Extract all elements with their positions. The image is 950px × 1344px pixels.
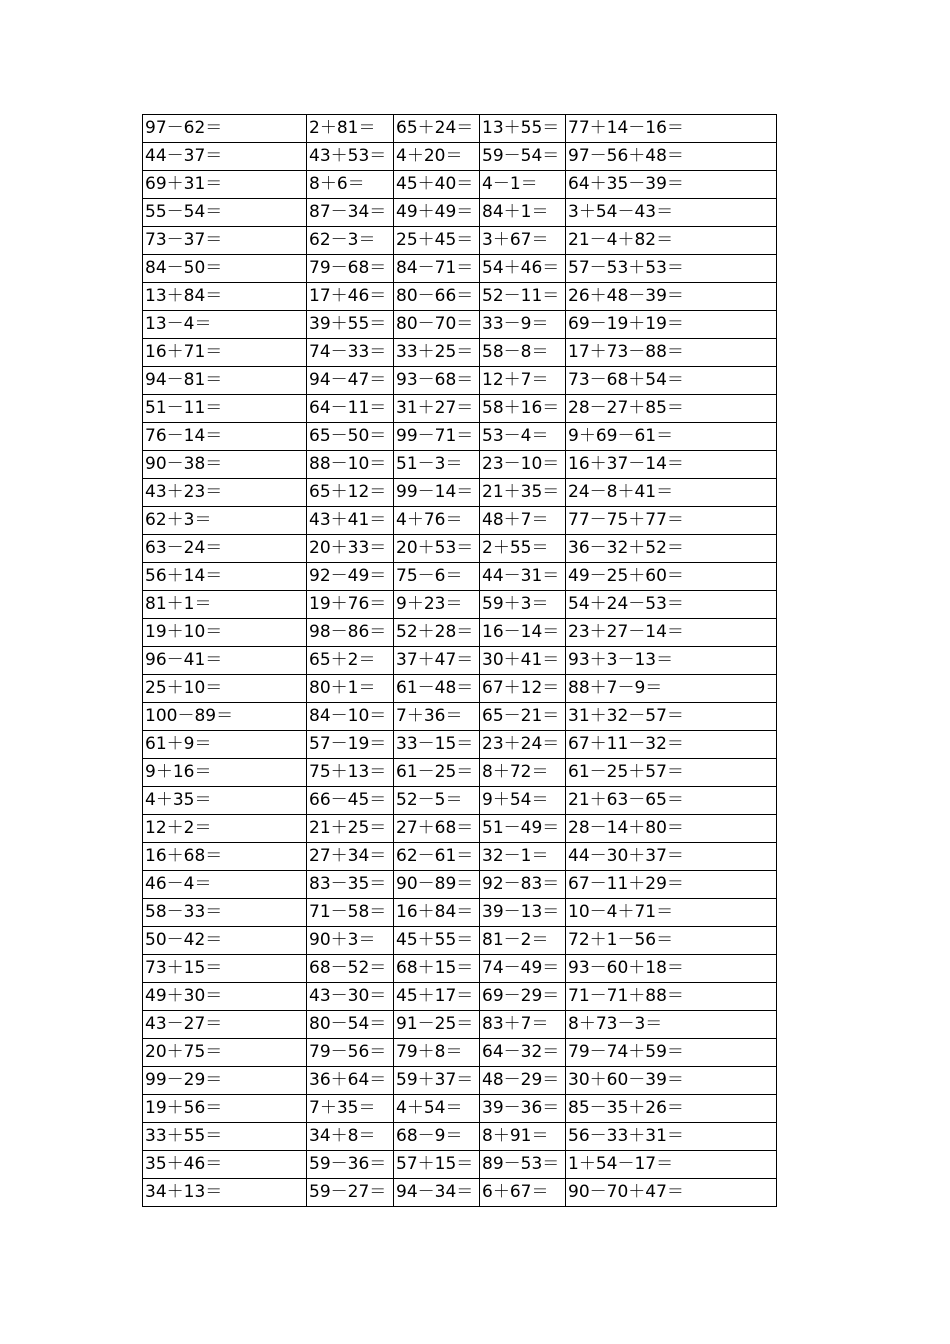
problem-cell: 74－33＝ bbox=[307, 339, 394, 367]
worksheet-row bbox=[143, 311, 777, 339]
worksheet-row bbox=[143, 339, 777, 367]
problem-cell: 97－62＝ bbox=[143, 115, 307, 143]
problem-cell: 59＋3＝ bbox=[480, 591, 566, 619]
problem-cell: 17＋73－88＝ bbox=[566, 339, 777, 367]
problem-cell: 53－4＝ bbox=[480, 423, 566, 451]
problem-cell: 79－56＝ bbox=[307, 1039, 394, 1067]
problem-cell: 9＋16＝ bbox=[143, 759, 307, 787]
worksheet-row bbox=[143, 115, 777, 143]
worksheet-row bbox=[143, 675, 777, 703]
worksheet-row bbox=[143, 1039, 777, 1067]
problem-cell: 98－86＝ bbox=[307, 619, 394, 647]
problem-cell: 99－71＝ bbox=[394, 423, 480, 451]
problem-cell: 80－70＝ bbox=[394, 311, 480, 339]
problem-cell: 91－25＝ bbox=[394, 1011, 480, 1039]
problem-cell: 73＋15＝ bbox=[143, 955, 307, 983]
problem-cell: 44－37＝ bbox=[143, 143, 307, 171]
problem-cell: 73－37＝ bbox=[143, 227, 307, 255]
problem-cell: 63－24＝ bbox=[143, 535, 307, 563]
problem-cell: 19＋10＝ bbox=[143, 619, 307, 647]
problem-cell: 13＋55＝ bbox=[480, 115, 566, 143]
problem-cell: 27＋34＝ bbox=[307, 843, 394, 871]
problem-cell: 52＋28＝ bbox=[394, 619, 480, 647]
problem-cell: 97－56＋48＝ bbox=[566, 143, 777, 171]
problem-cell: 65＋12＝ bbox=[307, 479, 394, 507]
problem-cell: 33－9＝ bbox=[480, 311, 566, 339]
problem-cell: 16＋37－14＝ bbox=[566, 451, 777, 479]
problem-cell: 75－6＝ bbox=[394, 563, 480, 591]
problem-cell: 8＋73－3＝ bbox=[566, 1011, 777, 1039]
problem-cell: 84－10＝ bbox=[307, 703, 394, 731]
problem-cell: 27＋68＝ bbox=[394, 815, 480, 843]
problem-cell: 69－29＝ bbox=[480, 983, 566, 1011]
problem-cell: 43＋23＝ bbox=[143, 479, 307, 507]
problem-cell: 52－11＝ bbox=[480, 283, 566, 311]
problem-cell: 90－89＝ bbox=[394, 871, 480, 899]
problem-cell: 84－71＝ bbox=[394, 255, 480, 283]
problem-cell: 59－54＝ bbox=[480, 143, 566, 171]
problem-cell: 62－61＝ bbox=[394, 843, 480, 871]
problem-cell: 24－8＋41＝ bbox=[566, 479, 777, 507]
problem-cell: 61－25＝ bbox=[394, 759, 480, 787]
problem-cell: 33＋55＝ bbox=[143, 1123, 307, 1151]
worksheet-row bbox=[143, 619, 777, 647]
problem-cell: 74－49＝ bbox=[480, 955, 566, 983]
worksheet-row bbox=[143, 843, 777, 871]
problem-cell: 62＋3＝ bbox=[143, 507, 307, 535]
problem-cell: 2＋55＝ bbox=[480, 535, 566, 563]
problem-cell: 4＋54＝ bbox=[394, 1095, 480, 1123]
problem-cell: 93－60＋18＝ bbox=[566, 955, 777, 983]
problem-cell: 44－30＋37＝ bbox=[566, 843, 777, 871]
problem-cell: 48＋7＝ bbox=[480, 507, 566, 535]
problem-cell: 65＋24＝ bbox=[394, 115, 480, 143]
problem-cell: 43－30＝ bbox=[307, 983, 394, 1011]
problem-cell: 71－71＋88＝ bbox=[566, 983, 777, 1011]
problem-cell: 8＋91＝ bbox=[480, 1123, 566, 1151]
problem-cell: 39－13＝ bbox=[480, 899, 566, 927]
problem-cell: 51－11＝ bbox=[143, 395, 307, 423]
problem-cell: 48－29＝ bbox=[480, 1067, 566, 1095]
problem-cell: 9＋54＝ bbox=[480, 787, 566, 815]
problem-cell: 43＋53＝ bbox=[307, 143, 394, 171]
problem-cell: 37＋47＝ bbox=[394, 647, 480, 675]
problem-cell: 49＋49＝ bbox=[394, 199, 480, 227]
problem-cell: 16＋71＝ bbox=[143, 339, 307, 367]
problem-cell: 93－68＝ bbox=[394, 367, 480, 395]
worksheet-row bbox=[143, 143, 777, 171]
worksheet-row bbox=[143, 479, 777, 507]
problem-cell: 17＋46＝ bbox=[307, 283, 394, 311]
problem-cell: 85－35＋26＝ bbox=[566, 1095, 777, 1123]
worksheet-row bbox=[143, 591, 777, 619]
problem-cell: 99－14＝ bbox=[394, 479, 480, 507]
worksheet-row bbox=[143, 759, 777, 787]
problem-cell: 87－34＝ bbox=[307, 199, 394, 227]
problem-cell: 35＋46＝ bbox=[143, 1151, 307, 1179]
problem-cell: 46－4＝ bbox=[143, 871, 307, 899]
problem-cell: 54＋46＝ bbox=[480, 255, 566, 283]
problem-cell: 8＋6＝ bbox=[307, 171, 394, 199]
worksheet-row bbox=[143, 899, 777, 927]
problem-cell: 83－35＝ bbox=[307, 871, 394, 899]
problem-cell: 59－36＝ bbox=[307, 1151, 394, 1179]
problem-cell: 21＋25＝ bbox=[307, 815, 394, 843]
worksheet-row bbox=[143, 647, 777, 675]
problem-cell: 100－89＝ bbox=[143, 703, 307, 731]
problem-cell: 59＋37＝ bbox=[394, 1067, 480, 1095]
worksheet-row bbox=[143, 871, 777, 899]
problem-cell: 6＋67＝ bbox=[480, 1179, 566, 1207]
problem-cell: 93＋3－13＝ bbox=[566, 647, 777, 675]
problem-cell: 9＋69－61＝ bbox=[566, 423, 777, 451]
problem-cell: 43＋41＝ bbox=[307, 507, 394, 535]
problem-cell: 3＋67＝ bbox=[480, 227, 566, 255]
problem-cell: 23－10＝ bbox=[480, 451, 566, 479]
worksheet-row bbox=[143, 1095, 777, 1123]
problem-cell: 56－33＋31＝ bbox=[566, 1123, 777, 1151]
problem-cell: 54＋24－53＝ bbox=[566, 591, 777, 619]
problem-cell: 68－52＝ bbox=[307, 955, 394, 983]
problem-cell: 80－66＝ bbox=[394, 283, 480, 311]
problem-cell: 80＋1＝ bbox=[307, 675, 394, 703]
problem-cell: 57＋15＝ bbox=[394, 1151, 480, 1179]
problem-cell: 8＋72＝ bbox=[480, 759, 566, 787]
problem-cell: 49＋30＝ bbox=[143, 983, 307, 1011]
worksheet-row bbox=[143, 367, 777, 395]
problem-cell: 71－58＝ bbox=[307, 899, 394, 927]
problem-cell: 77＋14－16＝ bbox=[566, 115, 777, 143]
problem-cell: 64＋35－39＝ bbox=[566, 171, 777, 199]
problem-cell: 16＋68＝ bbox=[143, 843, 307, 871]
problem-cell: 20＋75＝ bbox=[143, 1039, 307, 1067]
problem-cell: 79－74＋59＝ bbox=[566, 1039, 777, 1067]
problem-cell: 72＋1－56＝ bbox=[566, 927, 777, 955]
worksheet-row bbox=[143, 1123, 777, 1151]
problem-cell: 61－48＝ bbox=[394, 675, 480, 703]
problem-cell: 25＋10＝ bbox=[143, 675, 307, 703]
problem-cell: 45＋55＝ bbox=[394, 927, 480, 955]
problem-cell: 33＋25＝ bbox=[394, 339, 480, 367]
worksheet-row bbox=[143, 1067, 777, 1095]
worksheet-row bbox=[143, 395, 777, 423]
worksheet-row bbox=[143, 227, 777, 255]
worksheet-row bbox=[143, 171, 777, 199]
problem-cell: 92－83＝ bbox=[480, 871, 566, 899]
worksheet-row bbox=[143, 815, 777, 843]
problem-cell: 33－15＝ bbox=[394, 731, 480, 759]
problem-cell: 65＋2＝ bbox=[307, 647, 394, 675]
problem-cell: 89－53＝ bbox=[480, 1151, 566, 1179]
problem-cell: 16－14＝ bbox=[480, 619, 566, 647]
worksheet-row bbox=[143, 703, 777, 731]
problem-cell: 44－31＝ bbox=[480, 563, 566, 591]
problem-cell: 4＋35＝ bbox=[143, 787, 307, 815]
problem-cell: 83＋7＝ bbox=[480, 1011, 566, 1039]
problem-cell: 50－42＝ bbox=[143, 927, 307, 955]
problem-cell: 62－3＝ bbox=[307, 227, 394, 255]
problem-cell: 2＋81＝ bbox=[307, 115, 394, 143]
problem-cell: 88－10＝ bbox=[307, 451, 394, 479]
problem-cell: 3＋54－43＝ bbox=[566, 199, 777, 227]
problem-cell: 9＋23＝ bbox=[394, 591, 480, 619]
worksheet-row bbox=[143, 255, 777, 283]
problem-cell: 99－29＝ bbox=[143, 1067, 307, 1095]
problem-cell: 56＋14＝ bbox=[143, 563, 307, 591]
problem-cell: 39＋55＝ bbox=[307, 311, 394, 339]
problem-cell: 66－45＝ bbox=[307, 787, 394, 815]
problem-cell: 36－32＋52＝ bbox=[566, 535, 777, 563]
problem-cell: 19＋76＝ bbox=[307, 591, 394, 619]
problem-cell: 43－27＝ bbox=[143, 1011, 307, 1039]
problem-cell: 23＋27－14＝ bbox=[566, 619, 777, 647]
problem-cell: 21－4＋82＝ bbox=[566, 227, 777, 255]
problem-cell: 1＋54－17＝ bbox=[566, 1151, 777, 1179]
problem-cell: 59－27＝ bbox=[307, 1179, 394, 1207]
problem-cell: 77－75＋77＝ bbox=[566, 507, 777, 535]
problem-cell: 65－50＝ bbox=[307, 423, 394, 451]
problem-cell: 28－27＋85＝ bbox=[566, 395, 777, 423]
problem-cell: 7＋35＝ bbox=[307, 1095, 394, 1123]
problem-cell: 30＋60－39＝ bbox=[566, 1067, 777, 1095]
problem-cell: 79－68＝ bbox=[307, 255, 394, 283]
worksheet-row bbox=[143, 563, 777, 591]
problem-cell: 12＋2＝ bbox=[143, 815, 307, 843]
problem-cell: 30＋41＝ bbox=[480, 647, 566, 675]
problem-cell: 31＋27＝ bbox=[394, 395, 480, 423]
problem-cell: 45＋40＝ bbox=[394, 171, 480, 199]
problem-cell: 12＋7＝ bbox=[480, 367, 566, 395]
problem-cell: 64－11＝ bbox=[307, 395, 394, 423]
problem-cell: 4－1＝ bbox=[480, 171, 566, 199]
problem-cell: 39－36＝ bbox=[480, 1095, 566, 1123]
problem-cell: 13－4＝ bbox=[143, 311, 307, 339]
problem-cell: 81＋1＝ bbox=[143, 591, 307, 619]
problem-cell: 76－14＝ bbox=[143, 423, 307, 451]
problem-cell: 34＋8＝ bbox=[307, 1123, 394, 1151]
problem-cell: 68＋15＝ bbox=[394, 955, 480, 983]
problem-cell: 57－53＋53＝ bbox=[566, 255, 777, 283]
problem-cell: 84－50＝ bbox=[143, 255, 307, 283]
problem-cell: 64－32＝ bbox=[480, 1039, 566, 1067]
problem-cell: 94－47＝ bbox=[307, 367, 394, 395]
problem-cell: 26＋48－39＝ bbox=[566, 283, 777, 311]
worksheet-row bbox=[143, 283, 777, 311]
worksheet-row bbox=[143, 507, 777, 535]
problem-cell: 90－38＝ bbox=[143, 451, 307, 479]
problem-cell: 19＋56＝ bbox=[143, 1095, 307, 1123]
problem-cell: 75＋13＝ bbox=[307, 759, 394, 787]
problem-cell: 45＋17＝ bbox=[394, 983, 480, 1011]
problem-cell: 31＋32－57＝ bbox=[566, 703, 777, 731]
problem-cell: 61＋9＝ bbox=[143, 731, 307, 759]
problem-cell: 92－49＝ bbox=[307, 563, 394, 591]
problem-cell: 57－19＝ bbox=[307, 731, 394, 759]
problem-cell: 32－1＝ bbox=[480, 843, 566, 871]
problem-cell: 28－14＋80＝ bbox=[566, 815, 777, 843]
problem-cell: 81－2＝ bbox=[480, 927, 566, 955]
problem-cell: 58－33＝ bbox=[143, 899, 307, 927]
problem-cell: 88＋7－9＝ bbox=[566, 675, 777, 703]
problem-cell: 16＋84＝ bbox=[394, 899, 480, 927]
problem-cell: 68－9＝ bbox=[394, 1123, 480, 1151]
problem-cell: 4＋20＝ bbox=[394, 143, 480, 171]
problem-cell: 21＋35＝ bbox=[480, 479, 566, 507]
worksheet-row bbox=[143, 423, 777, 451]
worksheet-row bbox=[143, 451, 777, 479]
problem-cell: 65－21＝ bbox=[480, 703, 566, 731]
problem-cell: 20＋33＝ bbox=[307, 535, 394, 563]
problem-cell: 58＋16＝ bbox=[480, 395, 566, 423]
problem-cell: 55－54＝ bbox=[143, 199, 307, 227]
worksheet-row bbox=[143, 1011, 777, 1039]
worksheet-row bbox=[143, 1151, 777, 1179]
problem-cell: 49－25＋60＝ bbox=[566, 563, 777, 591]
worksheet-row bbox=[143, 787, 777, 815]
worksheet-row bbox=[143, 731, 777, 759]
worksheet-row bbox=[143, 535, 777, 563]
worksheet-row bbox=[143, 983, 777, 1011]
problem-cell: 25＋45＝ bbox=[394, 227, 480, 255]
problem-cell: 73－68＋54＝ bbox=[566, 367, 777, 395]
problem-cell: 80－54＝ bbox=[307, 1011, 394, 1039]
problem-cell: 67＋12＝ bbox=[480, 675, 566, 703]
problem-cell: 20＋53＝ bbox=[394, 535, 480, 563]
problem-cell: 51－49＝ bbox=[480, 815, 566, 843]
problem-cell: 58－8＝ bbox=[480, 339, 566, 367]
worksheet-row bbox=[143, 1179, 777, 1207]
problem-cell: 90－70＋47＝ bbox=[566, 1179, 777, 1207]
problem-cell: 21＋63－65＝ bbox=[566, 787, 777, 815]
problem-cell: 94－81＝ bbox=[143, 367, 307, 395]
problem-cell: 67＋11－32＝ bbox=[566, 731, 777, 759]
worksheet-row bbox=[143, 199, 777, 227]
problem-cell: 94－34＝ bbox=[394, 1179, 480, 1207]
problem-cell: 36＋64＝ bbox=[307, 1067, 394, 1095]
problem-cell: 90＋3＝ bbox=[307, 927, 394, 955]
problem-cell: 84＋1＝ bbox=[480, 199, 566, 227]
problem-cell: 69＋31＝ bbox=[143, 171, 307, 199]
problem-cell: 4＋76＝ bbox=[394, 507, 480, 535]
problem-cell: 10－4＋71＝ bbox=[566, 899, 777, 927]
problem-cell: 69－19＋19＝ bbox=[566, 311, 777, 339]
problem-cell: 7＋36＝ bbox=[394, 703, 480, 731]
worksheet-row bbox=[143, 927, 777, 955]
problem-cell: 34＋13＝ bbox=[143, 1179, 307, 1207]
worksheet-body bbox=[143, 115, 777, 1207]
worksheet-row bbox=[143, 955, 777, 983]
problem-cell: 23＋24＝ bbox=[480, 731, 566, 759]
arithmetic-worksheet-table bbox=[142, 114, 777, 1207]
problem-cell: 96－41＝ bbox=[143, 647, 307, 675]
problem-cell: 52－5＝ bbox=[394, 787, 480, 815]
problem-cell: 61－25＋57＝ bbox=[566, 759, 777, 787]
problem-cell: 67－11＋29＝ bbox=[566, 871, 777, 899]
problem-cell: 13＋84＝ bbox=[143, 283, 307, 311]
problem-cell: 51－3＝ bbox=[394, 451, 480, 479]
problem-cell: 79＋8＝ bbox=[394, 1039, 480, 1067]
